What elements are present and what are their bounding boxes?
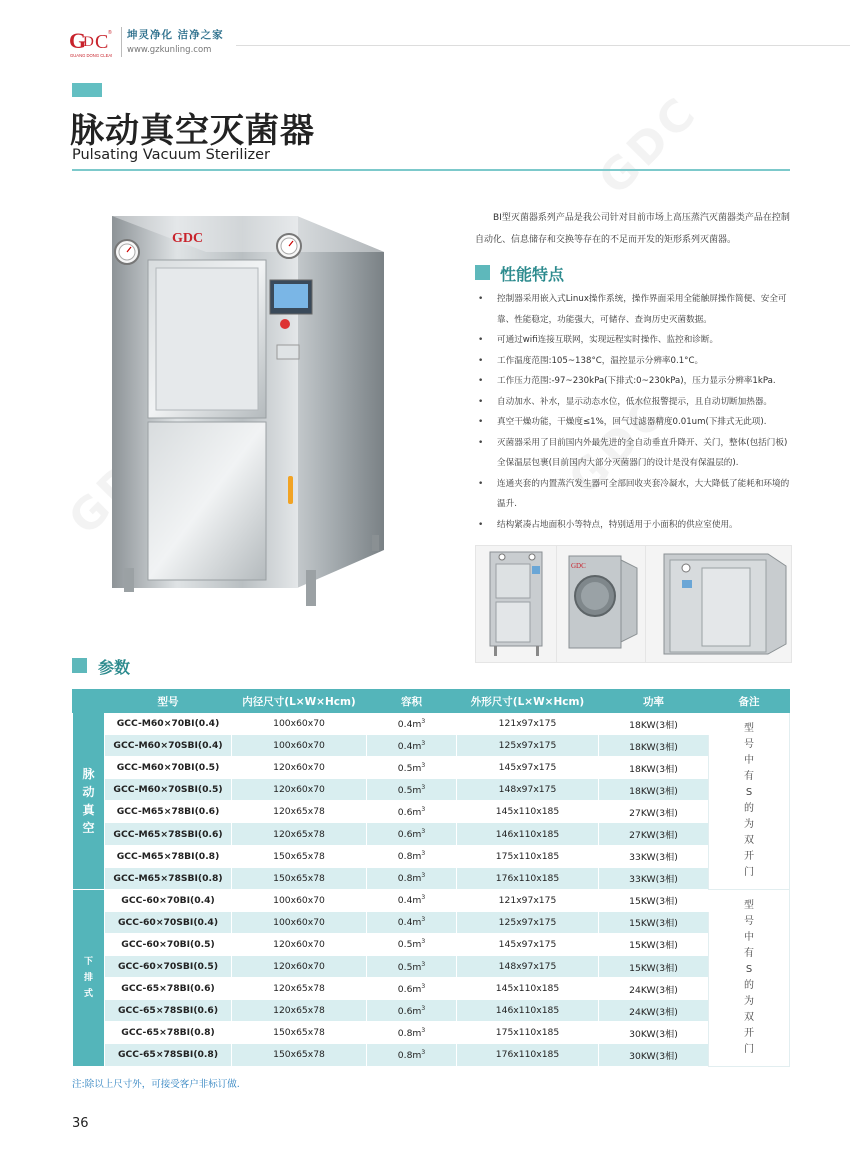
model-cell: GCC-60×70SBI(0.4) — [105, 911, 232, 933]
params-heading: 参数 — [98, 658, 131, 677]
footnote: 注:除以上尺寸外，可接受客户非标订做. — [72, 1079, 240, 1090]
remark-cell: 型 号 中 有 S 的 为 双 开 门 — [709, 889, 790, 1066]
volume-cell: $0.6m^3$ — [367, 978, 457, 1000]
table-row — [73, 779, 790, 801]
outer-size-cell: 121x97x175 — [457, 889, 599, 911]
watermark — [589, 86, 708, 205]
power-cell: 24KW(3相) — [599, 1000, 709, 1022]
outer-size-cell: 145x97x175 — [457, 757, 599, 779]
inner-size-cell: 150x65x78 — [232, 1022, 367, 1044]
power-cell: 18KW(3相) — [599, 779, 709, 801]
volume-cell: $0.6m^3$ — [367, 1000, 457, 1022]
svg-text:C: C — [95, 31, 109, 53]
inner-size-cell: 120x65x78 — [232, 801, 367, 823]
model-cell: GCC-60×70SBI(0.5) — [105, 956, 232, 978]
feature-item: • 可通过wifi连接互联网，实现远程实时操作、监控和诊断。 — [475, 330, 795, 351]
page-subtitle: Pulsating Vacuum Sterilizer — [72, 147, 270, 163]
table-row — [73, 1022, 790, 1044]
header-group — [73, 690, 105, 713]
power-cell: 30KW(3相) — [599, 1022, 709, 1044]
svg-text:GDC: GDC — [571, 562, 586, 570]
model-cell: GCC-M60×70BI(0.5) — [105, 757, 232, 779]
volume-cell: $0.8m^3$ — [367, 1044, 457, 1066]
table-row — [73, 735, 790, 757]
power-cell: 15KW(3相) — [599, 956, 709, 978]
volume-cell: $0.8m^3$ — [367, 867, 457, 889]
model-cell: GCC-M60×70BI(0.4) — [105, 713, 232, 735]
table-row — [73, 1000, 790, 1022]
power-cell: 15KW(3相) — [599, 889, 709, 911]
svg-text:®: ® — [108, 30, 112, 36]
params-table — [72, 689, 790, 1067]
title-tag — [72, 83, 102, 97]
model-cell: GCC-M60×70SBI(0.5) — [105, 779, 232, 801]
feature-item: • 工作压力范围:-97~230kPa(下排式:0~230kPa)，压力显示分辨率1kPa. — [475, 371, 795, 392]
remark-cell: 型 号 中 有 S 的 为 双 开 门 — [709, 713, 790, 890]
feature-item: • 结构紧凑占地面积小等特点，特别适用于小面积的供应室使用。 — [475, 515, 795, 536]
power-cell: 18KW(3相) — [599, 757, 709, 779]
table-header-row — [73, 690, 790, 713]
volume-cell: $0.6m^3$ — [367, 823, 457, 845]
model-cell: GCC-65×78SBI(0.8) — [105, 1044, 232, 1066]
model-cell: GCC-M65×78BI(0.8) — [105, 845, 232, 867]
svg-text:D: D — [83, 34, 94, 50]
product-photo-open — [556, 545, 646, 663]
page-number: 36 — [72, 1116, 89, 1131]
table-row — [73, 1044, 790, 1066]
table-row — [73, 956, 790, 978]
table-row — [73, 867, 790, 889]
table-row — [73, 845, 790, 867]
svg-text:GDC: GDC — [172, 231, 204, 246]
inner-size-cell: 120x65x78 — [232, 1000, 367, 1022]
power-cell: 27KW(3相) — [599, 801, 709, 823]
table-row — [73, 757, 790, 779]
column-header: 内径尺寸(L×W×Hcm) — [232, 690, 367, 713]
inner-size-cell: 100x60x70 — [232, 735, 367, 757]
model-cell: GCC-65×78BI(0.8) — [105, 1022, 232, 1044]
inner-size-cell: 100x60x70 — [232, 911, 367, 933]
feature-item: • 连通夹套的内置蒸汽发生器可全部回收夹套冷凝水，大大降低了能耗和环境的温升. — [475, 474, 795, 515]
outer-size-cell: 176x110x185 — [457, 867, 599, 889]
power-cell: 18KW(3相) — [599, 713, 709, 735]
outer-size-cell: 146x110x185 — [457, 823, 599, 845]
power-cell: 27KW(3相) — [599, 823, 709, 845]
volume-cell: $0.4m^3$ — [367, 911, 457, 933]
outer-size-cell: 145x110x185 — [457, 801, 599, 823]
feature-item: • 自动加水、补水，显示动态水位，低水位报警提示，且自动切断加热器。 — [475, 392, 795, 413]
feature-item: • 控制器采用嵌入式Linux操作系统，操作界面采用全能触屏操作简便、安全可靠、性能稳定，功能强大，可储存、查询历史灭菌数据。 — [475, 289, 795, 330]
table-row — [73, 933, 790, 955]
page-title: 脉动真空灭菌器 — [70, 111, 315, 151]
volume-cell: $0.4m^3$ — [367, 889, 457, 911]
model-cell: GCC-60×70BI(0.4) — [105, 889, 232, 911]
column-header: 备注 — [709, 690, 790, 713]
outer-size-cell: 176x110x185 — [457, 1044, 599, 1066]
outer-size-cell: 146x110x185 — [457, 1000, 599, 1022]
model-cell: GCC-60×70BI(0.5) — [105, 933, 232, 955]
outer-size-cell: 175x110x185 — [457, 1022, 599, 1044]
power-cell: 24KW(3相) — [599, 978, 709, 1000]
outer-size-cell: 145x110x185 — [457, 978, 599, 1000]
section-marker — [475, 265, 490, 280]
outer-size-cell: 125x97x175 — [457, 735, 599, 757]
table-row — [73, 889, 790, 911]
volume-cell: $0.6m^3$ — [367, 801, 457, 823]
features-heading: 性能特点 — [500, 265, 565, 284]
model-cell: GCC-M60×70SBI(0.4) — [105, 735, 232, 757]
inner-size-cell: 120x65x78 — [232, 823, 367, 845]
model-cell: GCC-M65×78BI(0.6) — [105, 801, 232, 823]
power-cell: 15KW(3相) — [599, 933, 709, 955]
feature-item: • 灭菌器采用了目前国内外最先进的全自动垂直升降开、关门，整体(包括门板)全保温层包裹(目前国内大部分灭菌器门的设计是没有保温层的). — [475, 433, 795, 474]
feature-item: • 工作温度范围:105~138°C，温控显示分辨率0.1°C。 — [475, 351, 795, 372]
intro-paragraph: BI型灭菌器系列产品是我公司针对目前市场上高压蒸汽灭菌器类产品在控制自动化、信息储存和交换等存在的不足而开发的矩形系列灭菌器。 — [475, 213, 790, 245]
volume-cell: $0.8m^3$ — [367, 1022, 457, 1044]
outer-size-cell: 148x97x175 — [457, 956, 599, 978]
section-marker — [72, 658, 87, 673]
model-cell: GCC-M65×78SBI(0.8) — [105, 867, 232, 889]
volume-cell: $0.8m^3$ — [367, 845, 457, 867]
table-row — [73, 978, 790, 1000]
svg-text:G: G — [69, 28, 87, 53]
volume-cell: $0.5m^3$ — [367, 757, 457, 779]
power-cell: 15KW(3相) — [599, 911, 709, 933]
header-rule — [236, 45, 850, 46]
column-header: 容积 — [367, 690, 457, 713]
inner-size-cell: 120x60x70 — [232, 779, 367, 801]
outer-size-cell: 125x97x175 — [457, 911, 599, 933]
inner-size-cell: 120x60x70 — [232, 757, 367, 779]
svg-text:GUANG DONG CLEAN: GUANG DONG CLEAN — [70, 53, 112, 58]
power-cell: 33KW(3相) — [599, 845, 709, 867]
outer-size-cell: 145x97x175 — [457, 933, 599, 955]
table-row — [73, 801, 790, 823]
power-cell: 18KW(3相) — [599, 735, 709, 757]
group-label: 脉 动 真 空 — [73, 713, 105, 890]
inner-size-cell: 120x65x78 — [232, 978, 367, 1000]
volume-cell: $0.5m^3$ — [367, 779, 457, 801]
title-rule — [72, 169, 790, 171]
company-logo — [68, 26, 112, 60]
column-header: 型号 — [105, 690, 232, 713]
brand-slogan: 坤灵净化 洁净之家 — [127, 29, 224, 41]
outer-size-cell: 175x110x185 — [457, 845, 599, 867]
model-cell: GCC-65×78BI(0.6) — [105, 978, 232, 1000]
inner-size-cell: 120x60x70 — [232, 956, 367, 978]
sterilizer-illustration — [102, 210, 402, 610]
inner-size-cell: 150x65x78 — [232, 867, 367, 889]
column-header: 功率 — [599, 690, 709, 713]
inner-size-cell: 150x65x78 — [232, 845, 367, 867]
outer-size-cell: 148x97x175 — [457, 779, 599, 801]
product-photo-front — [475, 545, 557, 663]
model-cell: GCC-65×78SBI(0.6) — [105, 1000, 232, 1022]
brand-url: www.gzkunling.com — [127, 45, 212, 55]
inner-size-cell: 150x65x78 — [232, 1044, 367, 1066]
volume-cell: $0.4m^3$ — [367, 713, 457, 735]
model-cell: GCC-M65×78SBI(0.6) — [105, 823, 232, 845]
column-header: 外形尺寸(L×W×Hcm) — [457, 690, 599, 713]
power-cell: 30KW(3相) — [599, 1044, 709, 1066]
table-row — [73, 911, 790, 933]
table-row — [73, 713, 790, 735]
inner-size-cell: 120x60x70 — [232, 933, 367, 955]
table-row — [73, 823, 790, 845]
feature-item: • 真空干燥功能，干燥度≤1%，回气过滤器精度0.01um(下排式无此项). — [475, 412, 795, 433]
volume-cell: $0.5m^3$ — [367, 956, 457, 978]
inner-size-cell: 100x60x70 — [232, 713, 367, 735]
inner-size-cell: 100x60x70 — [232, 889, 367, 911]
outer-size-cell: 121x97x175 — [457, 713, 599, 735]
header-divider — [121, 27, 122, 57]
power-cell: 33KW(3相) — [599, 867, 709, 889]
volume-cell: $0.4m^3$ — [367, 735, 457, 757]
group-label: 下 排 式 — [73, 889, 105, 1066]
product-photo-large — [645, 545, 792, 663]
volume-cell: $0.5m^3$ — [367, 933, 457, 955]
features-list — [475, 289, 795, 535]
